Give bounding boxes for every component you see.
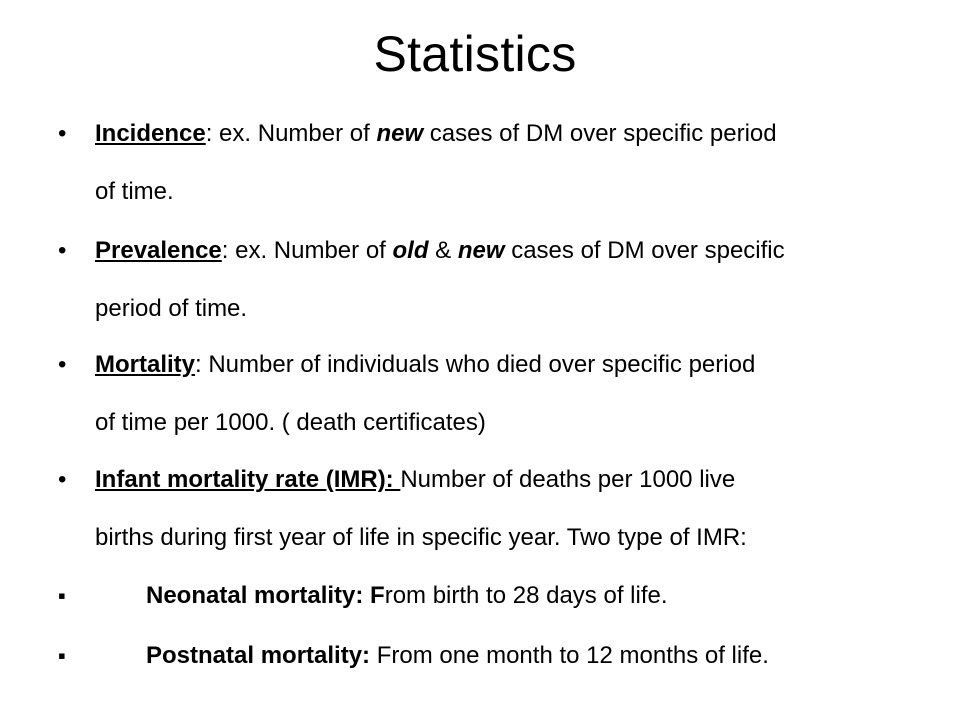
bullet-text (95, 336, 928, 452)
sub-bullet-neonatal (58, 576, 938, 616)
term-prevalence: Prevalence (95, 237, 222, 264)
bullet-prevalence (58, 222, 928, 338)
bullet-text-part: Number of deaths per 1000 live (400, 466, 736, 493)
bullet-text-part: : ex. Number of (205, 120, 377, 147)
term-postnatal: Postnatal mortality: (146, 642, 371, 669)
sub-bullet-text (146, 576, 938, 616)
bullet-dot: • (58, 466, 67, 493)
bullet-text-part: cases of DM over specific (504, 237, 785, 264)
square-bullet-icon: ▪ (58, 643, 66, 668)
slide-title: Statistics (373, 26, 577, 82)
bullet-text-part: : Number of individuals who died over specific period (195, 351, 756, 378)
bullet-text-line2: of time per 1000. ( death certificates) (95, 409, 486, 436)
emphasis-new: new (376, 120, 424, 147)
bullet-text-line2: period of time. (95, 295, 248, 322)
bullet-text-part: : ex. Number of (221, 237, 393, 264)
bullet-text-part: cases of DM over specific period (423, 120, 777, 147)
term-incidence: Incidence (95, 120, 206, 147)
term-imr: Infant mortality rate (IMR): (95, 466, 401, 493)
bullet-text-part: & (428, 237, 458, 264)
bullet-dot: • (58, 351, 67, 378)
bullet-mortality (58, 336, 928, 452)
square-bullet-icon: ▪ (58, 583, 66, 608)
emphasis-new: new (457, 237, 505, 264)
bullet-dot: • (58, 120, 67, 147)
sub-bullet-rest: rom birth to 28 days of life. (384, 582, 668, 609)
sub-bullet-text (146, 636, 938, 676)
sub-bullet-rest: From one month to 12 months of life. (370, 642, 769, 669)
bullet-dot: • (58, 237, 67, 264)
bullet-text (95, 105, 928, 221)
bullet-infant-mortality (58, 451, 928, 567)
emphasis-old: old (392, 237, 429, 264)
bullet-text-line2: births during first year of life in specific year. Two type of IMR: (95, 524, 747, 551)
bullet-text-line2: of time. (95, 178, 174, 205)
bullet-text (95, 222, 928, 338)
bullet-text (95, 451, 928, 567)
sub-bullet-postnatal (58, 636, 938, 676)
term-mortality: Mortality (95, 351, 196, 378)
term-neonatal: Neonatal mortality: F (146, 582, 385, 609)
bullet-incidence (58, 105, 928, 221)
